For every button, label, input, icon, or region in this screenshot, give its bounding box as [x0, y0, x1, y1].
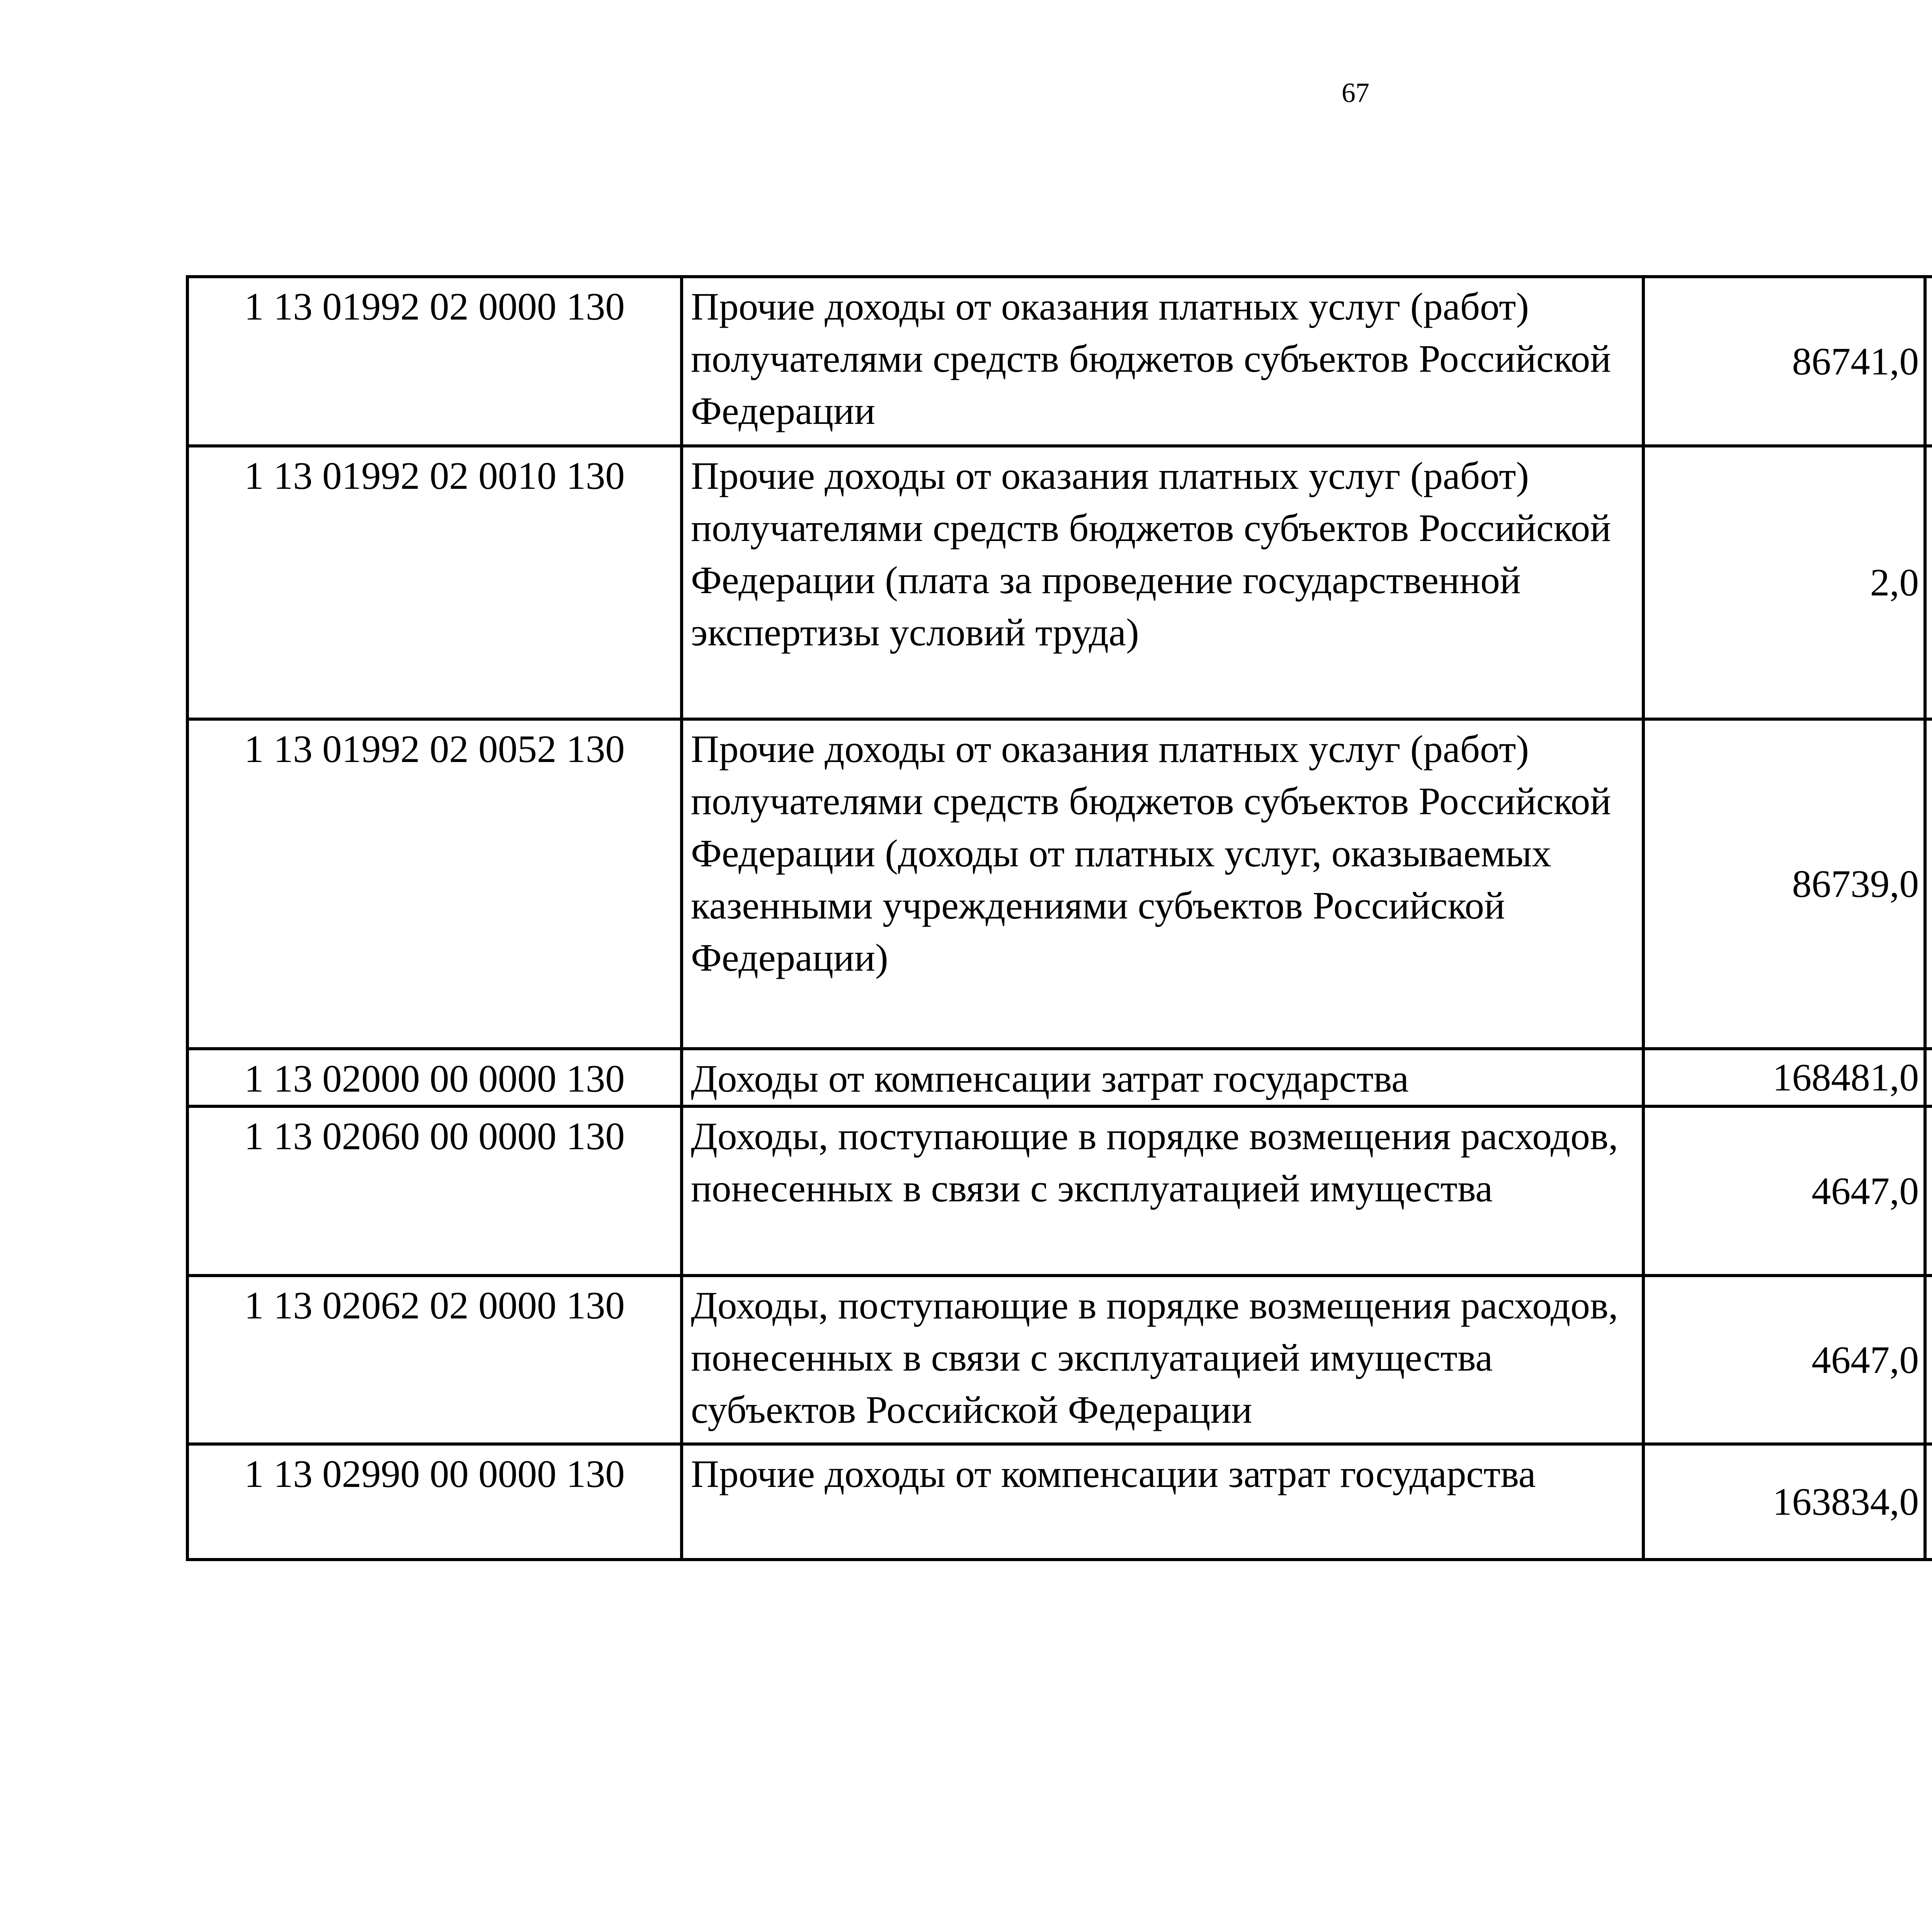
revenue-name: Прочие доходы от оказания платных услуг (работ) получателями средств бюджетов субъектов Российской Федерации (плата за проведение государственной экспертизы условий труда) — [682, 446, 1643, 719]
budget-code: 1 13 02060 00 0000 130 — [187, 1106, 682, 1276]
table-row — [187, 1444, 1932, 1560]
value-year-1: 4647,0 — [1643, 1106, 1925, 1276]
budget-code: 1 13 01992 02 0010 130 — [187, 446, 682, 719]
table-row — [187, 446, 1932, 719]
value-year-2 — [1925, 1049, 1932, 1106]
revenue-name: Прочие доходы от оказания платных услуг (работ) получателями средств бюджетов субъектов Российской Федерации — [682, 277, 1643, 446]
budget-code: 1 13 02990 00 0000 130 — [187, 1444, 682, 1560]
revenue-table — [186, 275, 1932, 1561]
value-year-2 — [1925, 446, 1932, 719]
value-year-2 — [1925, 1106, 1932, 1276]
page-number: 67 — [1342, 77, 1369, 108]
value-year-1: 2,0 — [1643, 446, 1925, 719]
budget-code: 1 13 02062 02 0000 130 — [187, 1276, 682, 1444]
value-year-1: 86741,0 — [1643, 277, 1925, 446]
table-row — [187, 1049, 1932, 1106]
table-row — [187, 1106, 1932, 1276]
value-year-2 — [1925, 277, 1932, 446]
revenue-name: Доходы от компенсации затрат государства — [682, 1049, 1643, 1106]
revenue-name: Доходы, поступающие в порядке возмещения расходов, понесенных в связи с эксплуатацией имущества субъектов Российской Федерации — [682, 1276, 1643, 1444]
revenue-name: Прочие доходы от оказания платных услуг (работ) получателями средств бюджетов субъектов Российской Федерации (доходы от платных услуг, оказываемых казенными учреждениями субъектов Российской Федерации) — [682, 719, 1643, 1049]
budget-code: 1 13 01992 02 0052 130 — [187, 719, 682, 1049]
budget-code: 1 13 01992 02 0000 130 — [187, 277, 682, 446]
value-year-2 — [1925, 719, 1932, 1049]
table-row — [187, 719, 1932, 1049]
value-year-1: 163834,0 — [1643, 1444, 1925, 1560]
value-year-2 — [1925, 1444, 1932, 1560]
budget-code: 1 13 02000 00 0000 130 — [187, 1049, 682, 1106]
table-row — [187, 277, 1932, 446]
revenue-name: Доходы, поступающие в порядке возмещения расходов, понесенных в связи с эксплуатацией имущества — [682, 1106, 1643, 1276]
revenue-name: Прочие доходы от компенсации затрат государства — [682, 1444, 1643, 1560]
value-year-1: 4647,0 — [1643, 1276, 1925, 1444]
value-year-1: 86739,0 — [1643, 719, 1925, 1049]
table-row — [187, 1276, 1932, 1444]
value-year-1: 168481,0 — [1643, 1049, 1925, 1106]
value-year-2 — [1925, 1276, 1932, 1444]
